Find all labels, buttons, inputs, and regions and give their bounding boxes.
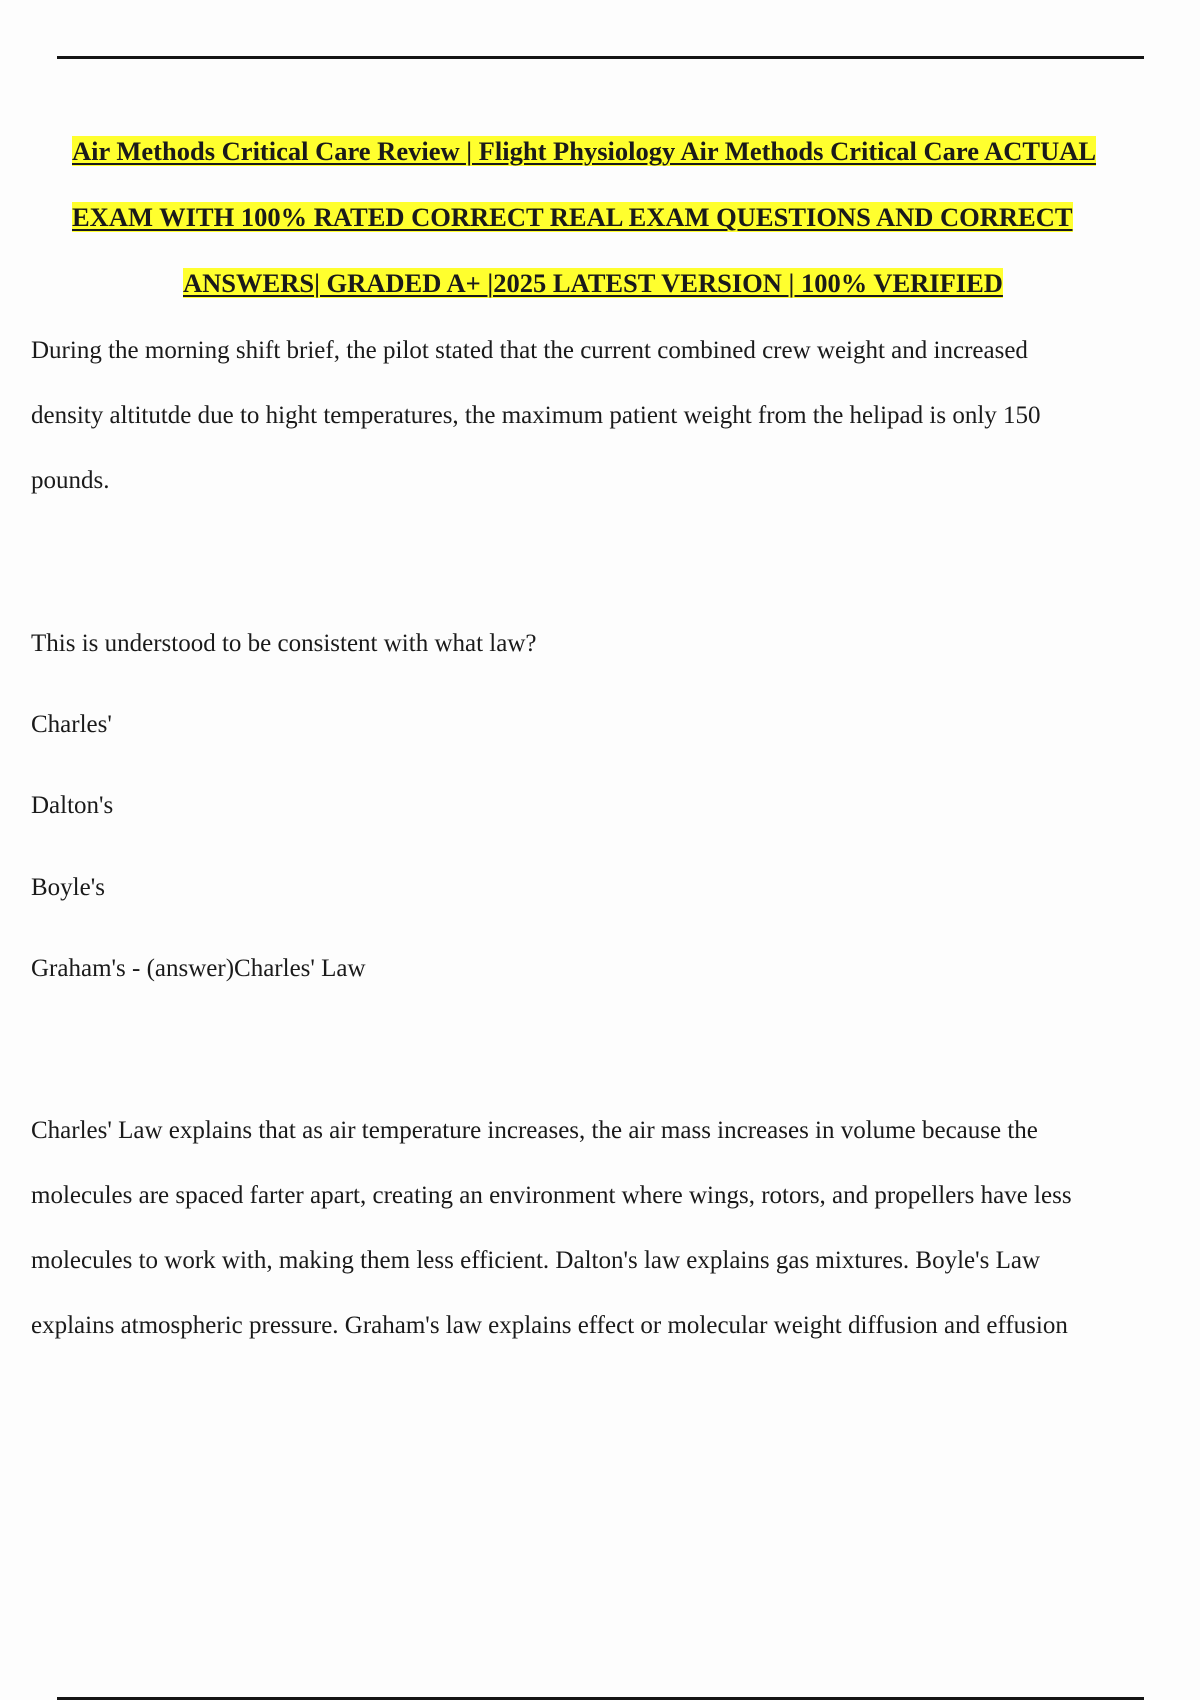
- question-prompt: This is understood to be consistent with what law?: [31, 630, 537, 657]
- answer-explanation: [31, 1098, 1200, 1358]
- title-text: EXAM WITH 100% RATED CORRECT REAL EXAM QUESTIONS AND CORRECT: [72, 202, 1073, 232]
- question-line: pounds.: [31, 467, 110, 494]
- question-line: During the morning shift brief, the pilot stated that the current combined crew weight and increased: [31, 337, 1028, 364]
- explanation-line: Charles' Law explains that as air temperature increases, the air mass increases in volume because the: [31, 1117, 1038, 1144]
- top-divider: [57, 56, 1144, 59]
- answer-option-with-answer: Graham's - (answer)Charles' Law: [31, 955, 366, 982]
- answer-option: Boyle's: [31, 874, 105, 901]
- question-line: density altitutde due to hight temperatures, the maximum patient weight from the helipad is only 150: [31, 402, 1041, 429]
- answer-option: Charles': [31, 711, 112, 738]
- explanation-line: molecules are spaced farter apart, creating an environment where wings, rotors, and propellers have less: [31, 1182, 1072, 1209]
- title-text: ANSWERS| GRADED A+ |2025 LATEST VERSION | 100% VERIFIED: [183, 268, 1003, 298]
- title-line: [60, 250, 1170, 316]
- title-line: [60, 118, 1170, 184]
- explanation-line: explains atmospheric pressure. Graham's law explains effect or molecular weight diffusion and effusion: [31, 1312, 1068, 1339]
- answer-option: Dalton's: [31, 792, 114, 819]
- explanation-line: molecules to work with, making them less efficient. Dalton's law explains gas mixtures. Boyle's Law: [31, 1247, 1041, 1274]
- title-text: Air Methods Critical Care Review | Flight Physiology Air Methods Critical Care ACTUAL: [72, 136, 1097, 166]
- document-title: [60, 118, 1170, 316]
- question-text: [31, 318, 1200, 513]
- title-line: [60, 184, 1170, 250]
